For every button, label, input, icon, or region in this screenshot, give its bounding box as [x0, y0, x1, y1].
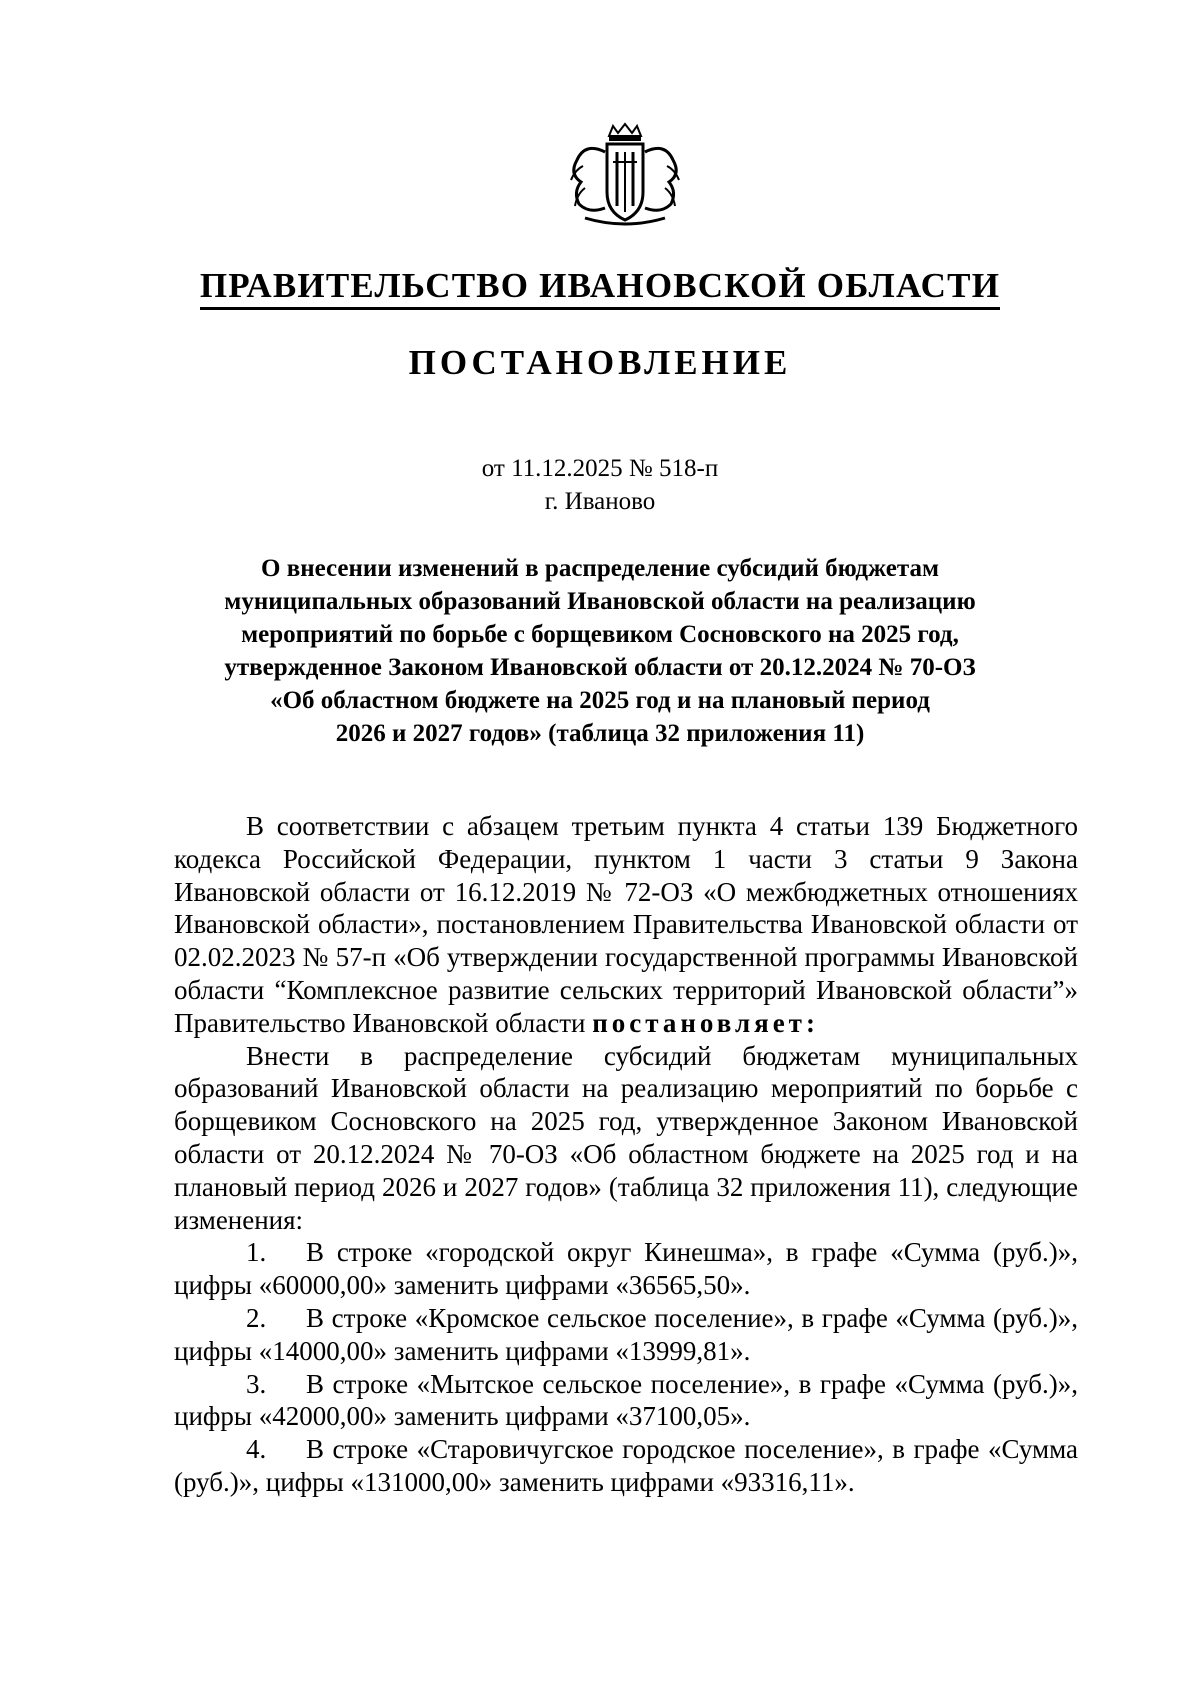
intro-paragraph: Внести в распределение субсидий бюджетам муниципальных образований Ивановской области на реализацию мероприятий по борьбе с борщевиком Сосновского на 2025 год, утвержденное Законом Ивановской области от 20.12.2024 № 70-ОЗ «Об областном бюджете на 2025 год и на плановый период 2026 и 2027 годов» (таблица 32 приложения 11), следующие изменения: [174, 1040, 1078, 1235]
decides-word: постановляет: [592, 1007, 819, 1038]
list-item [174, 1433, 1078, 1499]
item-number: 1. [246, 1237, 267, 1268]
item-number: 3. [246, 1368, 267, 1399]
government-title: ПРАВИТЕЛЬСТВО ИВАНОВСКОЙ ОБЛАСТИ [0, 266, 1200, 306]
document-type: ПОСТАНОВЛЕНИЕ [408, 343, 792, 382]
item-text: В строке «Старовичугское городское поселение», в графе «Сумма (руб.)», цифры «131000,00» заменить цифрами «93316,11». [174, 1434, 1078, 1497]
subject-line: утвержденное Законом Ивановской области от 20.12.2024 № 70-ОЗ [224, 654, 976, 681]
document-meta [0, 452, 1200, 518]
list-item [174, 1302, 1078, 1368]
item-text: В строке «Мытское сельское поселение», в графе «Сумма (руб.)», цифры «42000,00» заменить цифрами «37100,05». [174, 1368, 1078, 1432]
item-text: В строке «Кромское сельское поселение», в графе «Сумма (руб.)», цифры «14000,00» заменить цифрами «13999,81». [174, 1302, 1078, 1366]
item-number: 2. [246, 1302, 267, 1333]
preamble-paragraph [174, 810, 1078, 1040]
city: г. Иваново [544, 488, 656, 515]
date-number: от 11.12.2025 № 518-п [481, 455, 719, 482]
subject-line: «Об областном бюджете на 2025 год и на плановый период [270, 687, 930, 714]
subject-line: 2026 и 2027 годов» (таблица 32 приложения 11) [335, 720, 865, 747]
item-text: В строке «городской округ Кинешма», в графе «Сумма (руб.)», цифры «60000,00» заменить цифрами «36565,50». [174, 1237, 1078, 1301]
preamble-text: В соответствии с абзацем третьим пункта 4 статьи 139 Бюджетного кодекса Российской Федерации, пунктом 1 части 3 статьи 9 Закона Ивановской области от 16.12.2019 № 72-ОЗ «О межбюджетных отношениях Ивановской области», постановлением Правительства Ивановской области от 02.02.2023 № 57-п «Об утверждении государственной программы Ивановской области “Комплексное развитие сельских территорий Ивановской области”» Правительство Ивановской области [174, 811, 1078, 1038]
list-item [174, 1236, 1078, 1302]
item-number: 4. [246, 1434, 267, 1465]
list-item [174, 1368, 1078, 1434]
document-body [174, 810, 1078, 1499]
coat-of-arms-icon [555, 122, 695, 232]
subject-line: мероприятий по борьбе с борщевиком Сосновского на 2025 год, [241, 621, 959, 648]
subject-line: О внесении изменений в распределение субсидий бюджетам [261, 555, 939, 582]
document-subject [120, 552, 1080, 750]
subject-line: муниципальных образований Ивановской области на реализацию [224, 588, 976, 615]
